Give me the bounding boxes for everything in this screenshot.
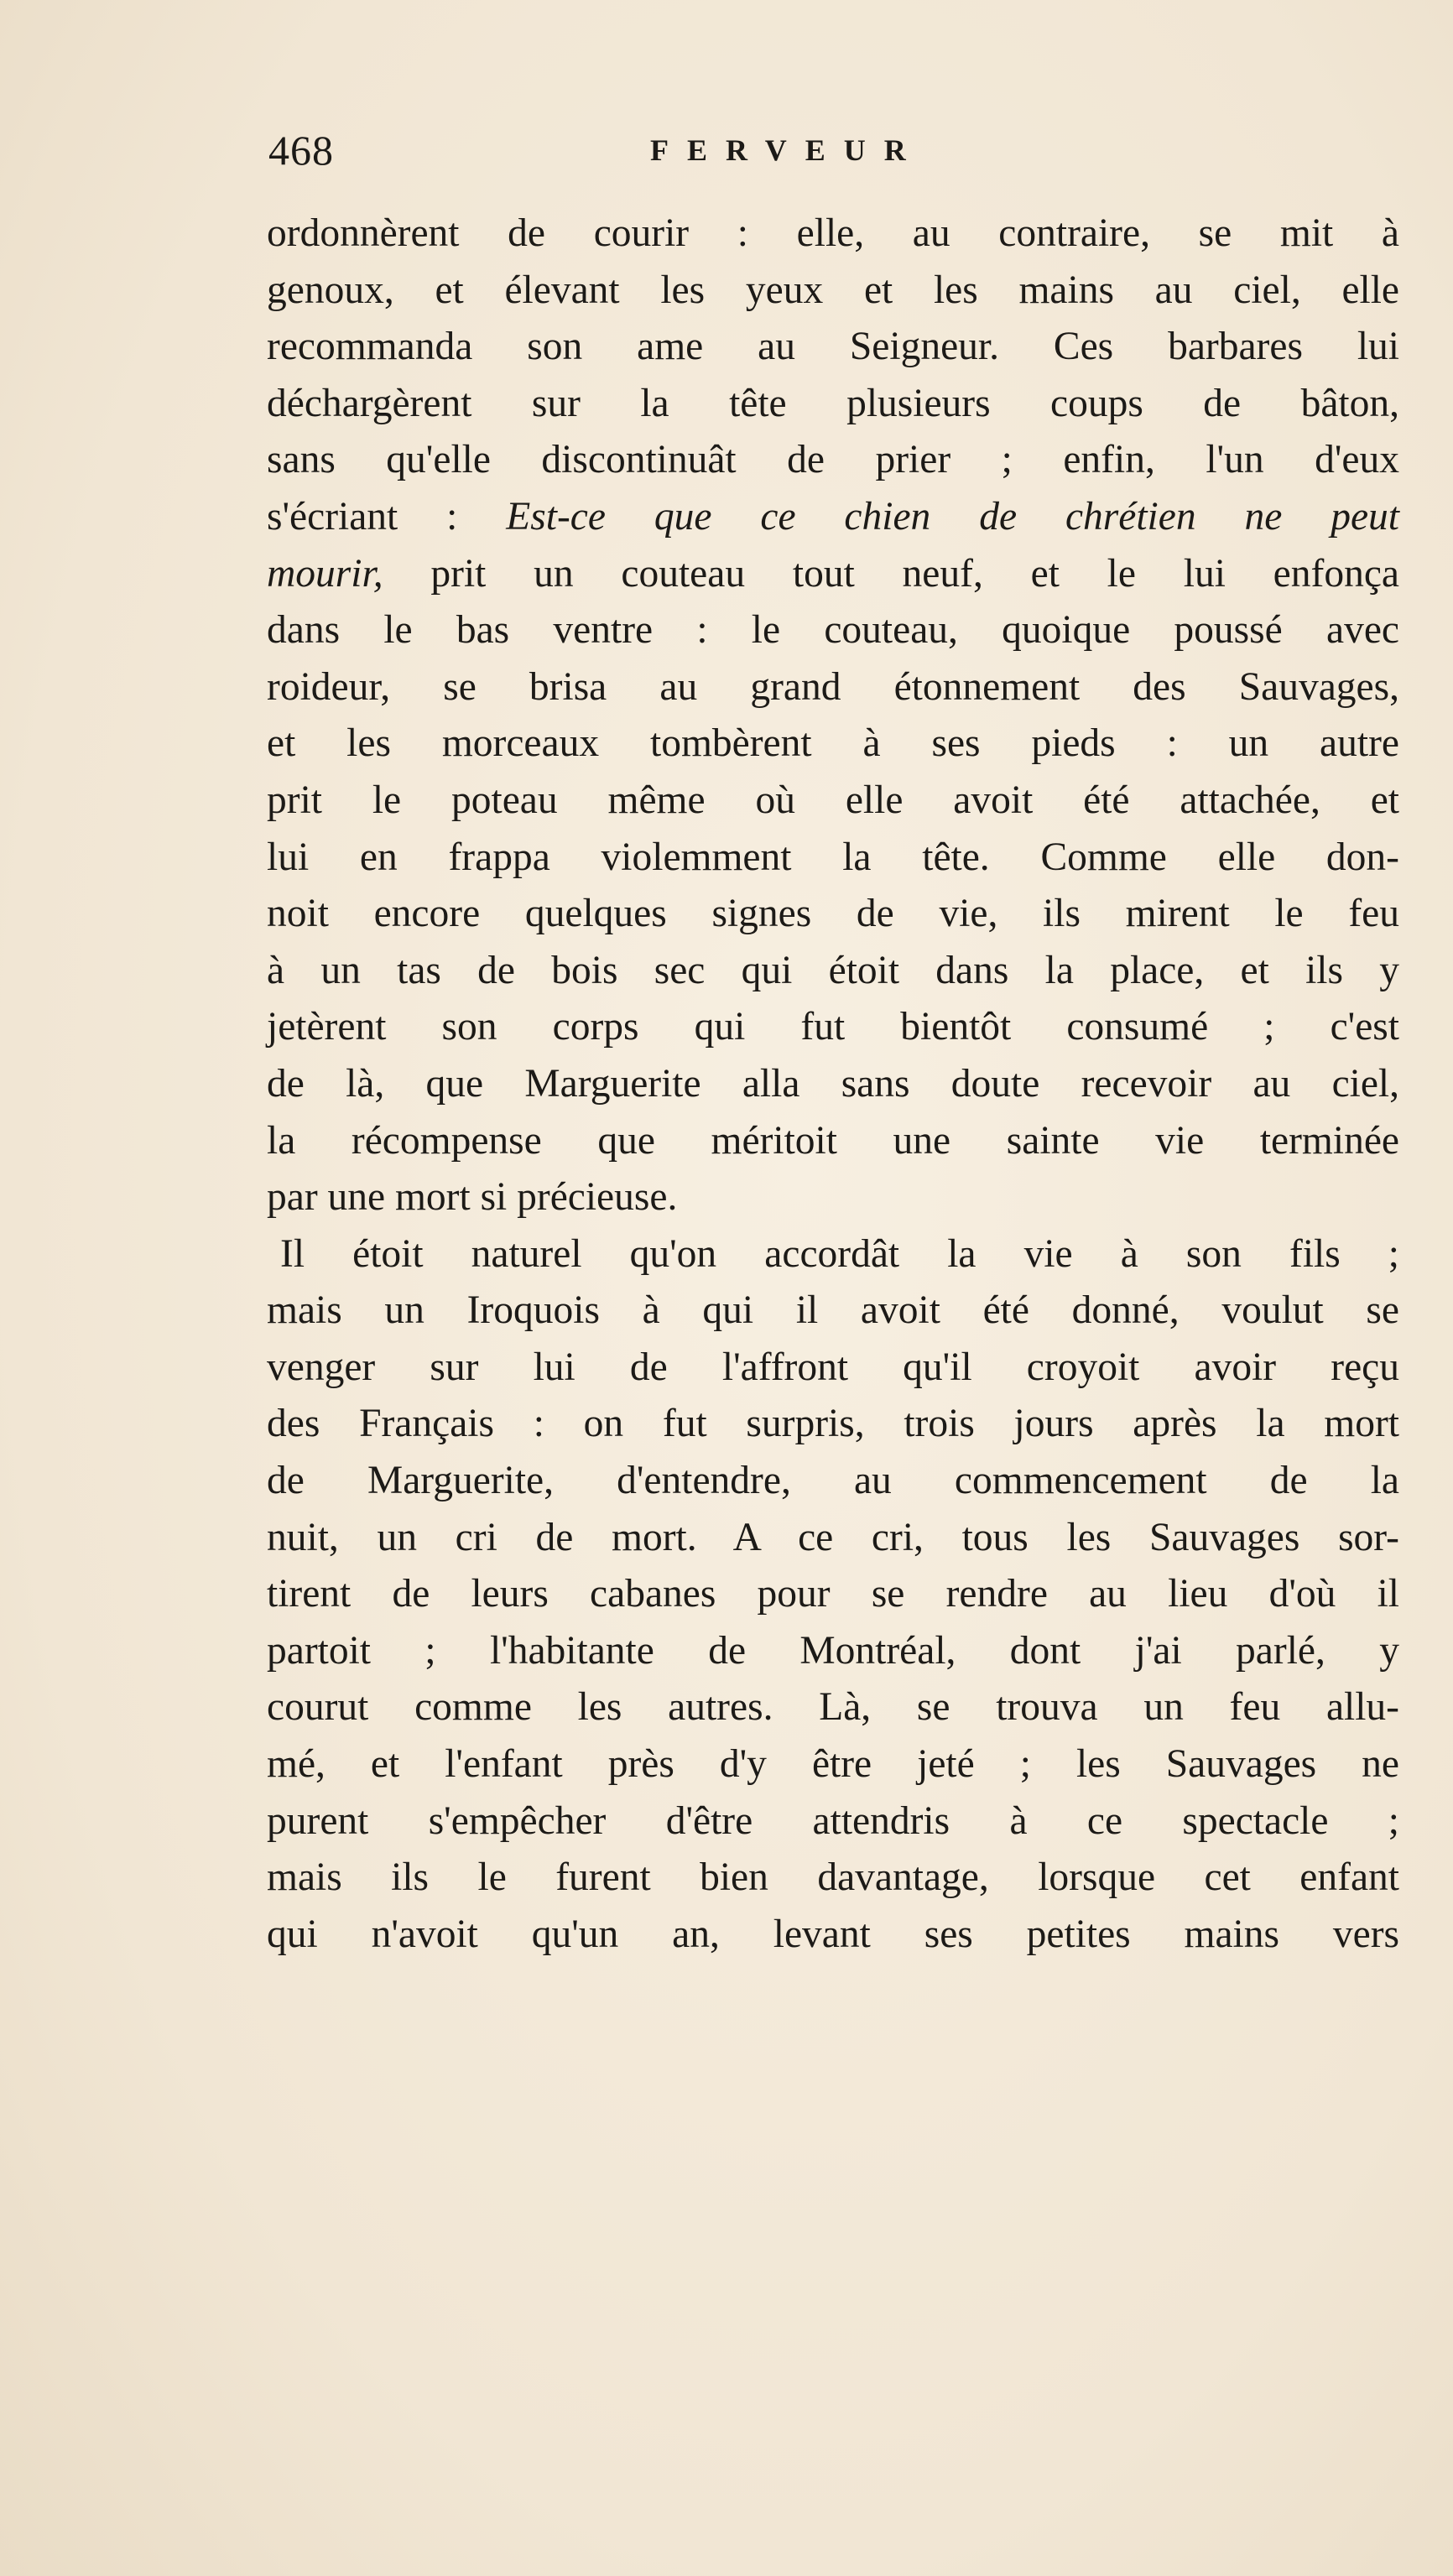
text-line: des Français : on fut surpris, trois jours après la mort: [267, 1402, 1399, 1446]
text-line: venger sur lui de l'affront qu'il croyoit avoir reçu: [267, 1345, 1399, 1389]
text-line: jetèrent son corps qui fut bientôt consumé ; c'est: [267, 1005, 1399, 1049]
text-line: à un tas de bois sec qui étoit dans la place, et ils y: [267, 948, 1399, 992]
text-line: par une mort si précieuse.: [267, 1175, 678, 1220]
text-segment: prit un couteau tout neuf, et le lui enfonça: [383, 551, 1399, 596]
text-line: partoit ; l'habitante de Montréal, dont j'ai parlé, y: [267, 1628, 1399, 1673]
text-line: lui en frappa violemment la tête. Comme elle don-: [267, 835, 1399, 879]
running-head: FERVEUR: [650, 133, 924, 167]
text-line: noit encore quelques signes de vie, ils mirent le feu: [267, 892, 1399, 936]
text-line: de Marguerite, d'entendre, au commencement de la: [267, 1459, 1399, 1503]
text-line: déchargèrent sur la tête plusieurs coups de bâton,: [267, 381, 1399, 425]
text-line: [267, 546, 1399, 603]
text-line: ordonnèrent de courir : elle, au contraire, se mit à: [267, 211, 1399, 255]
italic-quote: Est-ce que ce chien de chrétien ne peut: [506, 494, 1400, 539]
text-line: purent s'empêcher d'être attendris à ce spectacle ;: [267, 1798, 1399, 1843]
text-line: courut comme les autres. Là, se trouva un feu allu-: [267, 1685, 1399, 1730]
text-line: mais un Iroquois à qui il avoit été donné, voulut se: [267, 1288, 1399, 1333]
text-line: sans qu'elle discontinuât de prier ; enfin, l'un d'eux: [267, 438, 1399, 482]
italic-quote: mourir,: [267, 551, 383, 596]
text-line: tirent de leurs cabanes pour se rendre au lieu d'où il: [267, 1572, 1399, 1616]
text-segment: s'écriant :: [267, 494, 507, 539]
page-header: [268, 126, 1426, 193]
page-number: 468: [268, 127, 334, 174]
text-line: nuit, un cri de mort. A ce cri, tous les Sauvages sor-: [267, 1515, 1399, 1559]
text-line: la récompense que méritoit une sainte vie terminée: [267, 1118, 1399, 1163]
text-line: dans le bas ventre : le couteau, quoique poussé avec: [267, 608, 1399, 653]
text-line: qui n'avoit qu'un an, levant ses petites mains vers: [267, 1912, 1399, 1956]
text-line: prit le poteau même où elle avoit été attachée, et: [267, 778, 1399, 822]
text-line: de là, que Marguerite alla sans doute recevoir au ciel,: [267, 1061, 1399, 1106]
text-line: mé, et l'enfant près d'y être jeté ; les Sauvages ne: [267, 1742, 1399, 1787]
text-line: et les morceaux tombèrent à ses pieds : un autre: [267, 721, 1399, 766]
text-line: genoux, et élevant les yeux et les mains au ciel, elle: [267, 268, 1399, 312]
paragraph-first-line: Il étoit naturel qu'on accordât la vie à son fils ;: [280, 1231, 1399, 1276]
body-text: [267, 206, 1399, 1963]
text-line: mais ils le furent bien davantage, lorsque cet enfant: [267, 1855, 1399, 1900]
text-line: [267, 489, 1399, 546]
text-line: roideur, se brisa au grand étonnement des Sauvages,: [267, 664, 1399, 709]
text-line: recommanda son ame au Seigneur. Ces barbares lui: [267, 325, 1399, 369]
